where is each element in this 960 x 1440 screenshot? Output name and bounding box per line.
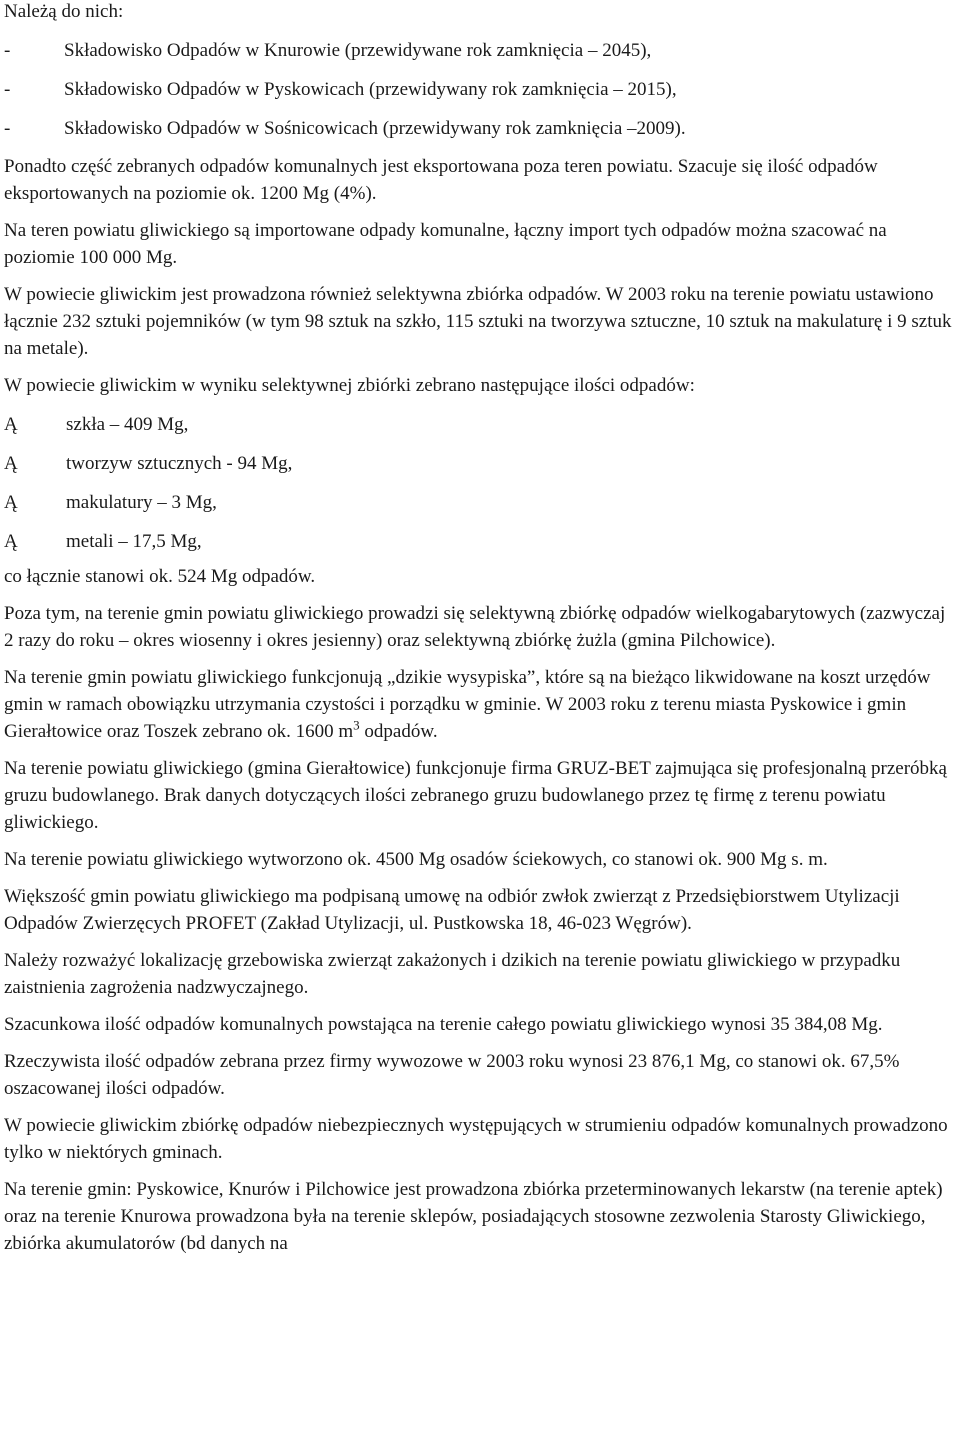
list-item-text: metali – 17,5 Mg,: [66, 531, 202, 552]
bullet-marker: Ą: [4, 453, 18, 474]
paragraph-text: Na terenie gmin powiatu gliwickiego funkcjonują „dzikie wysypiska”, które są na bieżąco likwidowane na koszt urzędów gmin w ramach obowiązku utrzymania czystości i porządku w gminie. W 2003 roku z terenu miasta Pyskowice i gmin Gierałtowice oraz Toszek zebrano ok. 1600 m: [4, 667, 931, 742]
list-item: [4, 483, 956, 522]
list-item: [4, 444, 956, 483]
paragraph: Na terenie gmin: Pyskowice, Knurów i Pilchowice jest prowadzona zbiórka przeterminowanych lekarstw (na terenie aptek) oraz na terenie Knurowa prowadzona była na terenie sklepów, posiadających stosowne zezwolenia Starosty Gliwickiego, zbiórka akumulatorów (bd danych na: [4, 1179, 943, 1254]
bullet-marker: Ą: [4, 531, 18, 552]
intro-text: Należą do nich:: [4, 1, 124, 22]
paragraph: Na terenie powiatu gliwickiego wytworzono ok. 4500 Mg osadów ściekowych, co stanowi ok. 900 Mg s. m.: [4, 849, 828, 870]
superscript: 3: [353, 717, 360, 733]
list-item-text: Składowisko Odpadów w Knurowie (przewidywane rok zamknięcia – 2045),: [64, 40, 652, 61]
list-item-text: makulatury – 3 Mg,: [66, 492, 217, 513]
paragraph: [4, 664, 956, 745]
paragraph: Poza tym, na terenie gmin powiatu gliwickiego prowadzi się selektywną zbiórkę odpadów wielkogabarytowych (zazwyczaj 2 razy do roku – okres wiosenny i okres jesienny) oraz selektywną zbiórkę żużla (gmina Pilchowice).: [4, 603, 946, 651]
paragraph: Na teren powiatu gliwickiego są importowane odpady komunalne, łączny import tych odpadów można szacować na poziomie 100 000 Mg.: [4, 220, 887, 268]
paragraph: Większość gmin powiatu gliwickiego ma podpisaną umowę na odbiór zwłok zwierząt z Przedsiębiorstwem Utylizacji Odpadów Zwierzęcych PROFET (Zakład Utylizacji, ul. Pustkowska 18, 46-023 Węgrów).: [4, 886, 900, 934]
list-item-text: Składowisko Odpadów w Sośnicowicach (przewidywany rok zamknięcia –2009).: [64, 118, 686, 139]
paragraph: Na terenie powiatu gliwickiego (gmina Gierałtowice) funkcjonuje firma GRUZ-BET zajmująca się profesjonalną przeróbką gruzu budowlanego. Brak danych dotyczących ilości zebranego gruzu budowlanego przez tę firmę z terenu powiatu gliwickiego.: [4, 758, 947, 833]
list-item-text: tworzyw sztucznych - 94 Mg,: [66, 453, 293, 474]
list-item: [4, 405, 956, 444]
list-item-text: szkła – 409 Mg,: [66, 414, 189, 435]
paragraph: Rzeczywista ilość odpadów zebrana przez firmy wywozowe w 2003 roku wynosi 23 876,1 Mg, co stanowi ok. 67,5% oszacowanej ilości odpadów.: [4, 1051, 900, 1099]
list-item: [4, 37, 956, 64]
dash-marker: -: [4, 79, 11, 100]
list-item: [4, 76, 956, 103]
list-item-text: Składowisko Odpadów w Pyskowicach (przewidywany rok zamknięcia – 2015),: [64, 79, 677, 100]
paragraph: W powiecie gliwickim jest prowadzona również selektywna zbiórka odpadów. W 2003 roku na terenie powiatu ustawiono łącznie 232 sztuki pojemników (w tym 98 sztuk na szkło, 115 sztuki na tworzywa sztuczne, 10 sztuk na makulaturę i 9 sztuk na metale).: [4, 284, 952, 359]
list-item: [4, 522, 956, 561]
list-item: [4, 115, 956, 142]
paragraph: Należy rozważyć lokalizację grzebowiska zwierząt zakażonych i dzikich na terenie powiatu gliwickiego w przypadku zaistnienia zagrożenia nadzwyczajnego.: [4, 950, 901, 998]
paragraph-text: odpadów.: [359, 721, 438, 742]
paragraph: Ponadto część zebranych odpadów komunalnych jest eksportowana poza teren powiatu. Szacuje się ilość odpadów eksportowanych na poziomie ok. 1200 Mg (4%).: [4, 156, 878, 204]
document-page: [4, 0, 956, 1257]
paragraph: co łącznie stanowi ok. 524 Mg odpadów.: [4, 566, 316, 587]
paragraph: Szacunkowa ilość odpadów komunalnych powstająca na terenie całego powiatu gliwickiego wynosi 35 384,08 Mg.: [4, 1014, 883, 1035]
paragraph: W powiecie gliwickim w wyniku selektywnej zbiórki zebrano następujące ilości odpadów:: [4, 375, 695, 396]
bullet-marker: Ą: [4, 414, 18, 435]
dash-marker: -: [4, 118, 11, 139]
bullet-marker: Ą: [4, 492, 18, 513]
paragraph: W powiecie gliwickim zbiórkę odpadów niebezpiecznych występujących w strumieniu odpadów komunalnych prowadzono tylko w niektórych gminach.: [4, 1115, 948, 1163]
dash-marker: -: [4, 40, 11, 61]
